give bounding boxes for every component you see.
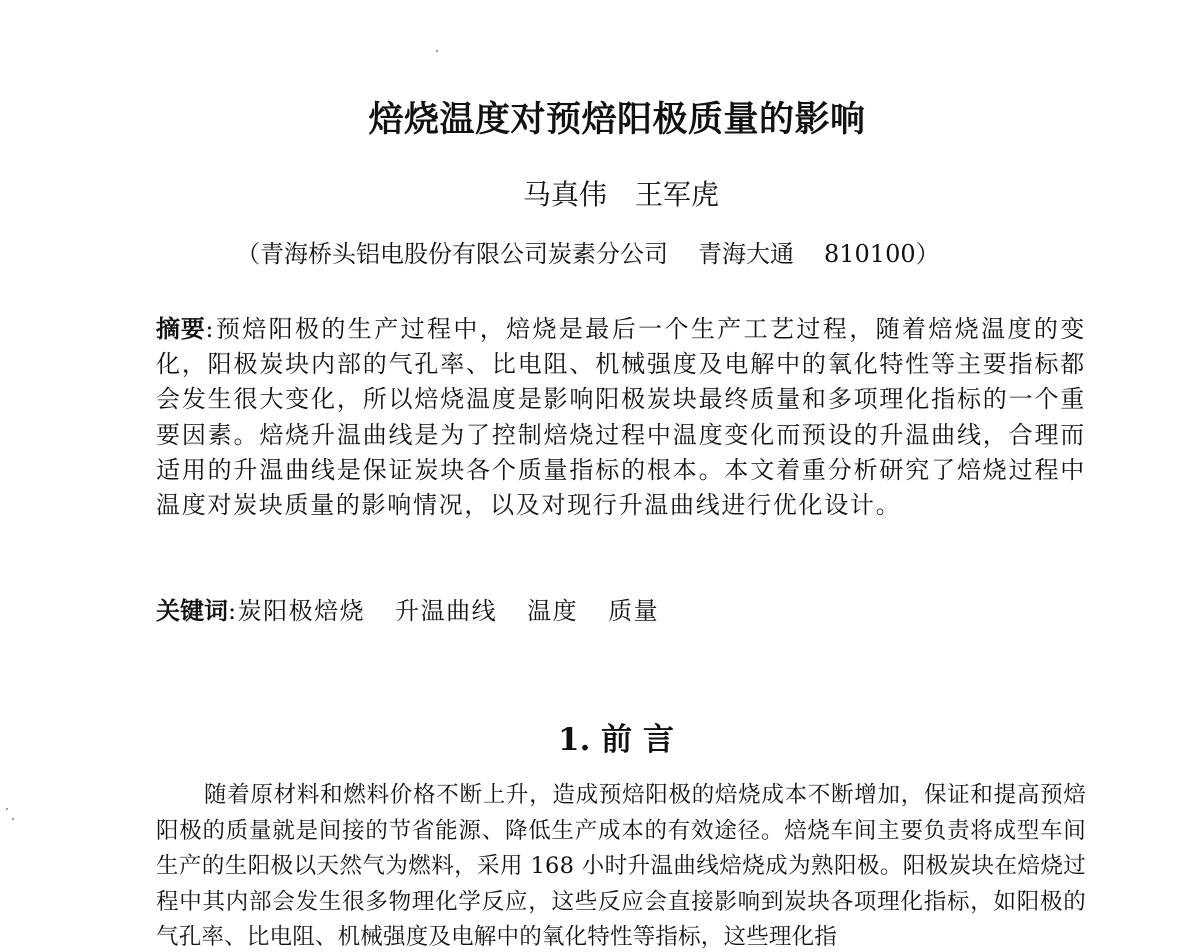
keywords bbox=[156, 592, 1086, 630]
author-list bbox=[0, 175, 1200, 215]
author-name: 王军虎 bbox=[635, 178, 720, 211]
scan-speck bbox=[12, 818, 14, 820]
section-heading: 1. 前 言 bbox=[558, 722, 674, 758]
keyword: 质量 bbox=[608, 597, 660, 625]
keyword: :炭阳极焙烧 bbox=[228, 597, 366, 625]
keyword: 温度 bbox=[527, 597, 579, 625]
affiliation-postcode: 810100） bbox=[824, 240, 940, 268]
abstract-label: 摘要 bbox=[156, 315, 206, 343]
abstract bbox=[156, 312, 1086, 523]
body-paragraph: 随着原材料和燃料价格不断上升，造成预焙阳极的焙烧成本不断增加，保证和提高预焙阳极的质量就是间接的节省能源、降低生产成本的有效途径。焙烧车间主要负责将成型车间生产的生阳极以天然气为燃料，采用 168 小时升温曲线焙烧成为熟阳极。阳极炭块在焙烧过程中其内部会发生很多物理化学反应，这些反应会直接影响到炭块各项理化指标，如阳极的气孔率、比电阻、机械强度及电解中的氧化特性等指标，这些理化指 bbox=[156, 782, 1086, 950]
author-affiliation bbox=[236, 235, 1036, 273]
keyword: 升温曲线 bbox=[395, 597, 498, 625]
keywords-label: 关键词 bbox=[156, 597, 228, 625]
abstract-text: :预焙阳极的生产过程中，焙烧是最后一个生产工艺过程，随着焙烧温度的变化，阳极炭块内部的气孔率、比电阻、机械强度及电解中的氧化特性等主要指标都会发生很大变化，所以焙烧温度是影响阳极炭块最终质量和多项理化指标的一个重要因素。焙烧升温曲线是为了控制焙烧过程中温度变化而预设的升温曲线，合理而适用的升温曲线是保证炭块各个质量指标的根本。本文着重分析研究了焙烧过程中温度对炭块质量的影响情况，以及对现行升温曲线进行优化设计。 bbox=[156, 315, 1087, 520]
affiliation-org: （青海桥头铝电股份有限公司炭素分公司 bbox=[236, 240, 668, 268]
affiliation-place: 青海大通 bbox=[698, 240, 794, 268]
paper-title: 焙烧温度对预焙阳极质量的影响 bbox=[368, 100, 866, 140]
scan-speck bbox=[6, 808, 8, 810]
author-name: 马真伟 bbox=[522, 178, 607, 211]
scan-speck bbox=[436, 50, 438, 52]
